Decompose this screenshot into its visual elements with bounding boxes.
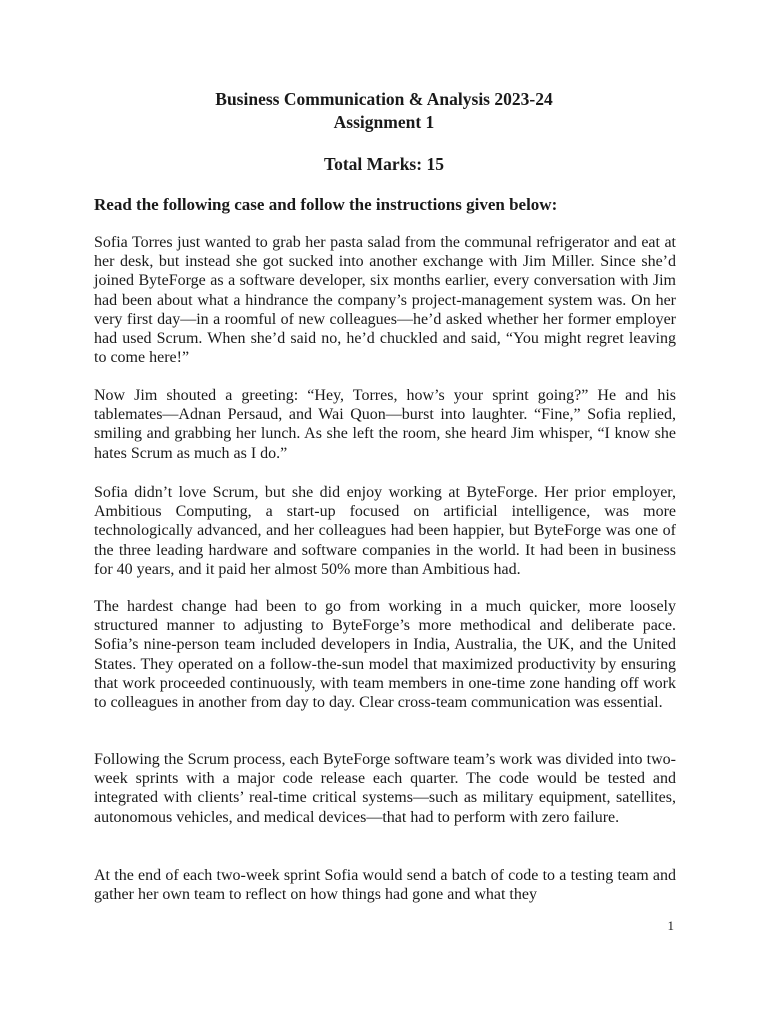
paragraph-1: Sofia Torres just wanted to grab her pasta salad from the communal refrigerator and eat at her desk, but instead she got sucked into another exchange with Jim Miller. Since she’d joined ByteForge as a software developer, six months earlier, every conversation with Jim had been about what a hindrance the company’s project-management system was. On her very first day—in a roomful of new colleagues—he’d asked whether her former employer had used Scrum. When she’d said no, he’d chuckled and said, “You might regret leaving to come here!” <box>94 234 676 367</box>
paragraph-6: At the end of each two-week sprint Sofia would send a batch of code to a testing team and gather her own team to reflect on how things had gone and what they <box>94 867 676 904</box>
total-marks: Total Marks: 15 <box>324 154 444 174</box>
page-number: 1 <box>667 918 674 933</box>
document-title: Business Communication & Analysis 2023-24 <box>215 89 553 109</box>
paragraph-4: The hardest change had been to go from working in a much quicker, more loosely structured manner to adjusting to ByteForge’s more methodical and deliberate pace. Sofia’s nine-person team included developers in India, Australia, the UK, and the United States. They operated on a follow-the-sun model that maximized productivity by ensuring that work proceeded continuously, with team members in one-time zone handing off work to colleagues in another from day to day. Clear cross-team communication was essential. <box>94 598 676 712</box>
paragraph-2: Now Jim shouted a greeting: “Hey, Torres, how’s your sprint going?” He and his tablemates—Adnan Persaud, and Wai Quon—burst into laughter. “Fine,” Sofia replied, smiling and grabbing her lunch. As she left the room, she heard Jim whisper, “I know she hates Scrum as much as I do.” <box>94 387 676 462</box>
case-instruction: Read the following case and follow the instructions given below: <box>94 195 558 214</box>
paragraph-3: Sofia didn’t love Scrum, but she did enjoy working at ByteForge. Her prior employer, Ambitious Computing, a start-up focused on artificial intelligence, was more technologically advanced, and her colleagues had been happier, but ByteForge was one of the three leading hardware and software companies in the world. It had been in business for 40 years, and it paid her almost 50% more than Ambitious had. <box>94 484 676 578</box>
paragraph-5: Following the Scrum process, each ByteForge software team’s work was divided into two-week sprints with a major code release each quarter. The code would be tested and integrated with clients’ real-time critical systems—such as military equipment, satellites, autonomous vehicles, and medical devices—that had to perform with zero failure. <box>94 751 676 826</box>
assignment-subtitle: Assignment 1 <box>333 112 435 132</box>
